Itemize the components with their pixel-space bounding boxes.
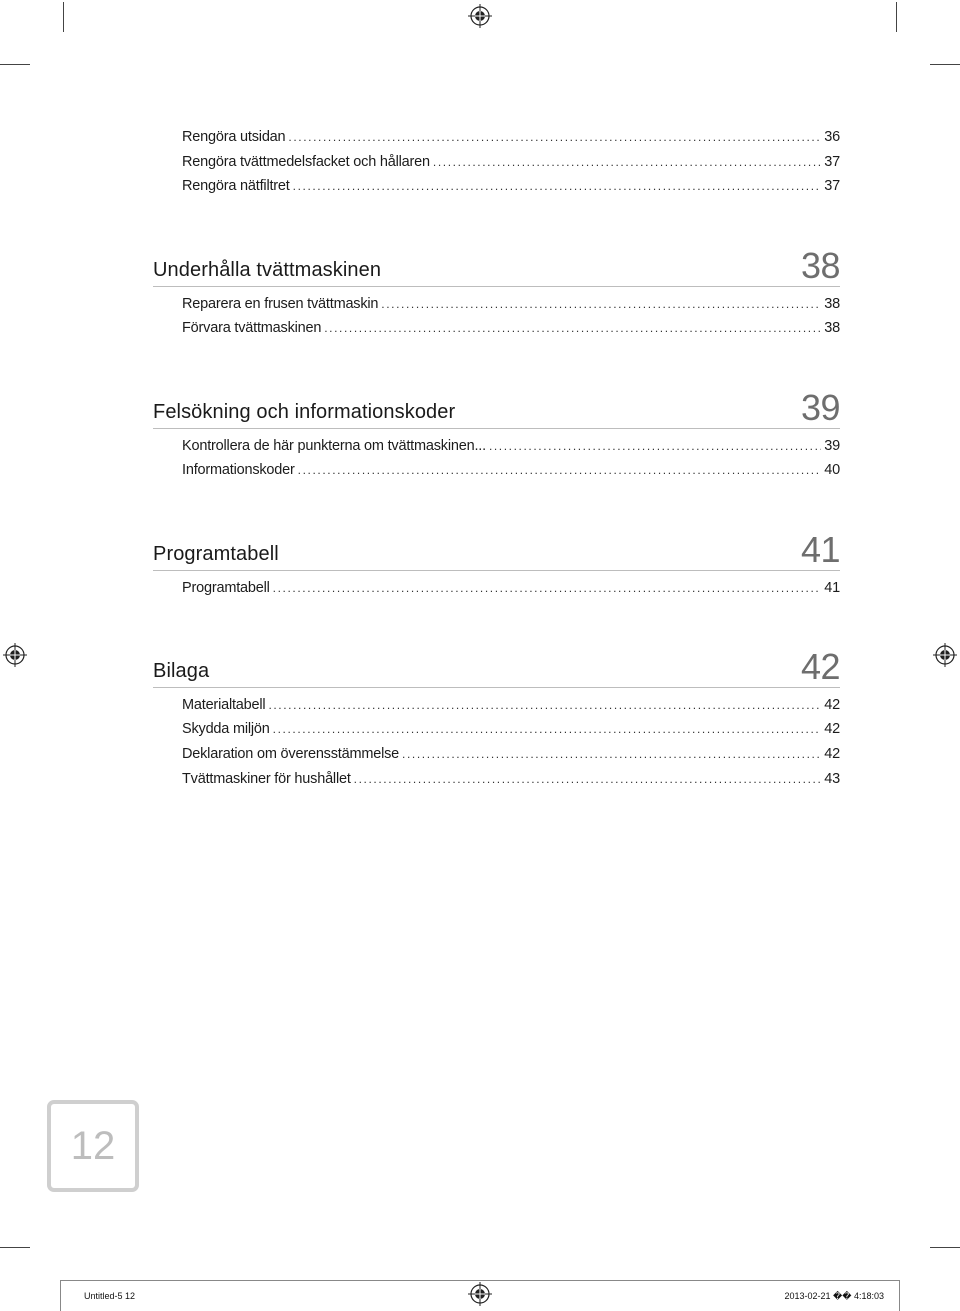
toc-entry[interactable] <box>182 721 840 743</box>
registration-mark-icon-right <box>933 643 957 667</box>
crop-mark-bottom-right-h <box>930 1247 960 1248</box>
toc-entry-label: Reparera en frusen tvättmaskin <box>182 296 379 312</box>
footer-timestamp: 2013-02-21 �� 4:18:03 <box>784 1291 884 1301</box>
section-heading[interactable] <box>153 382 840 429</box>
registration-mark-icon-left <box>3 643 27 667</box>
dot-leader <box>293 179 822 193</box>
toc-entry-page: 36 <box>824 129 840 145</box>
dot-leader <box>324 321 821 335</box>
toc-entry-label: Tvättmaskiner för hushållet <box>182 771 351 787</box>
toc-entry[interactable] <box>182 296 840 318</box>
section-heading[interactable] <box>153 240 840 287</box>
dot-leader <box>273 581 822 595</box>
toc-entry-label: Deklaration om överensstämmelse <box>182 746 400 762</box>
toc-entry-label: Rengöra utsidan <box>182 129 286 145</box>
toc-entry-label: Förvara tvättmaskinen <box>182 320 322 336</box>
toc-entry[interactable] <box>182 771 840 793</box>
registration-mark-icon-top <box>468 4 492 28</box>
section-title: Programtabell <box>153 543 279 565</box>
section-heading[interactable] <box>153 641 840 688</box>
crop-mark-top-left-h <box>0 64 30 65</box>
toc-entry-page: 37 <box>824 154 840 170</box>
toc-entry[interactable] <box>182 129 840 151</box>
toc-entry-label: Informationskoder <box>182 462 295 478</box>
toc-entry-label: Programtabell <box>182 580 270 596</box>
toc-entry-page: 41 <box>824 580 840 596</box>
section-title: Underhålla tvättmaskinen <box>153 259 382 281</box>
toc-entry[interactable] <box>182 154 840 176</box>
toc-entry-page: 37 <box>824 178 840 194</box>
toc-entry[interactable] <box>182 178 840 200</box>
dot-leader <box>298 463 822 477</box>
footer-divider <box>60 1281 61 1311</box>
dot-leader <box>273 722 822 736</box>
page-number-box <box>47 1100 139 1192</box>
page-number: 12 <box>70 1123 116 1168</box>
toc-entry-page: 42 <box>824 746 840 762</box>
toc-entry-label: Materialtabell <box>182 697 266 713</box>
dot-leader <box>288 130 821 144</box>
toc-entry[interactable] <box>182 438 840 460</box>
section-title: Bilaga <box>153 660 210 682</box>
dot-leader <box>354 772 822 786</box>
toc-entry[interactable] <box>182 462 840 484</box>
toc-entry[interactable] <box>182 320 840 342</box>
toc-entry-page: 38 <box>824 296 840 312</box>
toc-entry-label: Rengöra nätfiltret <box>182 178 290 194</box>
toc-entry-label: Skydda miljön <box>182 721 270 737</box>
dot-leader <box>489 439 821 453</box>
toc-entry-page: 39 <box>824 438 840 454</box>
dot-leader <box>381 297 821 311</box>
toc-entry[interactable] <box>182 580 840 602</box>
section-number: 42 <box>800 646 840 687</box>
section-number: 38 <box>800 245 840 286</box>
toc-entry-page: 43 <box>824 771 840 787</box>
dot-leader <box>402 747 821 761</box>
section-number: 41 <box>800 529 840 570</box>
toc-entry-page: 42 <box>824 721 840 737</box>
toc-entry-label: Kontrollera de här punkterna om tvättmaskinen... <box>182 438 486 454</box>
toc-entry-page: 38 <box>824 320 840 336</box>
toc-entry-page: 42 <box>824 697 840 713</box>
section-heading[interactable] <box>153 524 840 571</box>
toc-entry[interactable] <box>182 697 840 719</box>
crop-mark-top-right <box>896 2 897 32</box>
crop-mark-top-left <box>63 2 64 32</box>
dot-leader <box>268 698 821 712</box>
toc-entry-page: 40 <box>824 462 840 478</box>
print-slug-footer <box>60 1280 900 1311</box>
toc-entry-label: Rengöra tvättmedelsfacket och hållaren <box>182 154 430 170</box>
section-title: Felsökning och informationskoder <box>153 401 456 423</box>
footer-divider <box>899 1281 900 1311</box>
footer-file-label: Untitled-5 12 <box>84 1291 136 1301</box>
crop-mark-top-right-h <box>930 64 960 65</box>
dot-leader <box>433 155 821 169</box>
section-number: 39 <box>800 387 840 428</box>
toc-entry[interactable] <box>182 746 840 768</box>
crop-mark-bottom-left-h <box>0 1247 30 1248</box>
